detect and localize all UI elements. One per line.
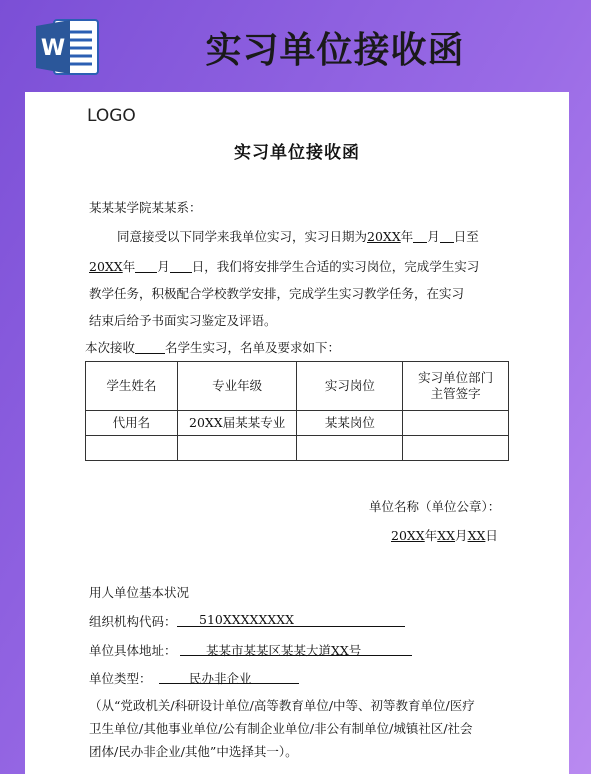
table-cell bbox=[403, 411, 509, 436]
org-type-note-line-2: 卫生单位/其他事业单位/公有制企业单位/非公有制单位/城镇社区/社会 bbox=[89, 721, 473, 736]
table-header-cell: 实习岗位 bbox=[297, 362, 403, 411]
table-header-cell: 学生姓名 bbox=[86, 362, 178, 411]
table-header-row bbox=[86, 362, 509, 411]
address-value: 某某市某某区某某大道XX号 bbox=[206, 643, 362, 658]
document-page bbox=[25, 92, 569, 774]
table-header-cell: 实习单位部门主管签字 bbox=[403, 362, 509, 411]
org-name-label: 单位名称（单位公章）： bbox=[369, 499, 501, 514]
org-type-note-line-1: （从“党政机关/科研设计单位/高等教育单位/中等、初等教育单位/医疗 bbox=[89, 698, 475, 713]
table-cell: 某某岗位 bbox=[297, 411, 403, 436]
signature-date: 20XX年XX月XX日 bbox=[391, 528, 498, 543]
table-cell bbox=[403, 436, 509, 461]
intake-count-line: 本次接收 名学生实习，名单及要求如下： bbox=[85, 340, 341, 355]
table-row bbox=[86, 411, 509, 436]
org-code-value: 510XXXXXXXX bbox=[199, 612, 295, 627]
word-doc-icon bbox=[34, 16, 100, 78]
paragraph-line-1: 同意接受以下同学来我单位实习，实习日期为20XX年 月 日至 bbox=[117, 229, 479, 244]
svg-text:W: W bbox=[40, 36, 66, 61]
document-title: 实习单位接收函 bbox=[234, 143, 360, 163]
student-list-table bbox=[85, 361, 509, 461]
greeting: 某某某学院某某系： bbox=[89, 200, 202, 215]
org-type-label: 单位类型： bbox=[89, 671, 152, 686]
paragraph-line-2: 20XX年 月 日，我们将安排学生合适的实习岗位，完成学生实习 bbox=[89, 259, 480, 274]
table-cell: 20XX届某某专业 bbox=[177, 411, 297, 436]
table-cell: 代用名 bbox=[86, 411, 178, 436]
table-cell bbox=[177, 436, 297, 461]
logo-placeholder: LOGO bbox=[87, 106, 136, 126]
basic-info-heading: 用人单位基本状况 bbox=[89, 585, 190, 600]
header-banner bbox=[0, 0, 591, 92]
table-cell bbox=[86, 436, 178, 461]
address-label: 单位具体地址： bbox=[89, 643, 177, 658]
org-code-label: 组织机构代码： bbox=[89, 614, 177, 629]
paragraph-line-3: 教学任务，积极配合学校教学安排，完成学生实习教学任务，在实习 bbox=[89, 286, 465, 301]
banner-title: 实习单位接收函 bbox=[205, 30, 465, 71]
org-type-value: 民办非企业 bbox=[189, 671, 252, 686]
org-type-note-line-3: 团体/民办非企业/其他”中选择其一）。 bbox=[89, 744, 298, 759]
table-cell bbox=[297, 436, 403, 461]
table-header-cell: 专业年级 bbox=[177, 362, 297, 411]
paragraph-line-4: 结束后给予书面实习鉴定及评语。 bbox=[89, 313, 277, 328]
table-row bbox=[86, 436, 509, 461]
